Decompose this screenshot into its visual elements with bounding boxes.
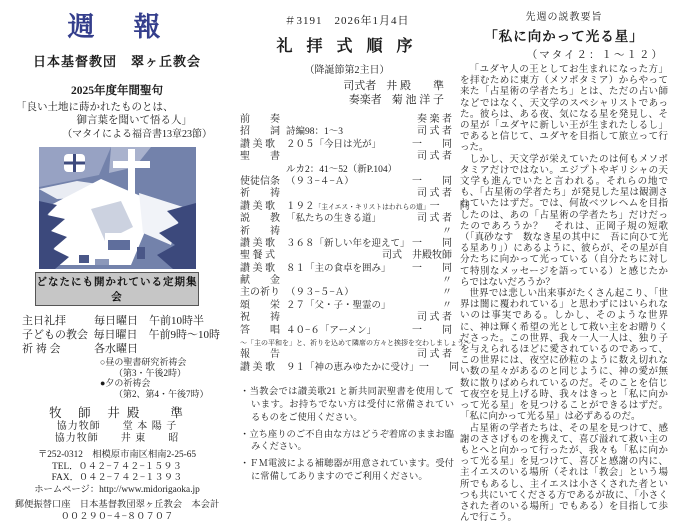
pastor-line [14,406,220,421]
homepage-url: ホームページ：http://www.midorigaoka.jp [14,485,220,497]
right-column [458,0,680,480]
motto-line-2: 御言葉を聞いて悟る人」 [14,114,220,127]
church-artwork-image [39,147,196,269]
schedule-row-sunday-worship [22,314,220,328]
order-row-scripture [240,151,454,163]
worship-order-title: 礼 拝 式 順 序 [240,33,454,56]
order-who: 司 式 者 [417,151,454,163]
order-row-benediction [240,312,454,324]
organist-name: 菊 池 洋 子 [392,94,444,108]
schedule-row-children-church [22,328,220,342]
notice-text: 立ち座りのご不自由な方はどうぞ着席のままお臨みください。 [249,430,454,453]
fax-number: FAX．０４２−７４２−１３９３ [14,473,220,485]
order-detail: ８１「主の食卓を囲み」 [286,263,391,275]
schedule-detail: 各水曜日 [94,342,138,356]
order-detail [286,201,430,214]
order-who: 一 同 [412,176,454,188]
church-name: 日本基督教団 翠ヶ丘教会 [14,51,220,70]
order-who: 司 式 者 [417,188,454,200]
order-row-communion [240,250,454,262]
order-who: 司式 井殿牧師 [382,250,454,262]
visitor-notices [240,386,454,484]
associate-pastor-line [14,421,220,433]
left-column [0,0,230,480]
order-row-offering [240,275,454,287]
order-who: 奏 楽 者 [417,114,454,126]
order-row-prelude [240,114,454,126]
order-detail: （９３−４−Ａ） [286,176,354,188]
masthead-title: 週 報 [14,12,220,42]
pastor-name: 井 殿 準 [107,406,185,420]
order-item: 祝 祷 [240,312,286,324]
regular-meetings-banner: どなたにも開かれている定期集会 [35,272,199,306]
notice-hymnal [240,386,454,424]
sermon-paragraph: 世界では悲しい出来事がたくさん起こり、「世界は闇に覆われている」と思わずにはいられないのは事実である。しかし、そのような世界に、神は輝く希望の光として救い主をお贈りくださった。この世界、我々一人一人は、独り子を与えられるほどに愛されているのであって、この世界には、夜空に砂粒のように数え切れない数の星々があるのと同じように、神の愛が無数に散りばめられているのだ。そのことを信じて夜空を見上げる時、我々はきっと「私に向かって光る星」を見つけることができるはずだ。「私に向かって光る星」は必ずあるのだ。 [460,289,668,423]
annual-motto [14,101,220,141]
order-who: 一 同 [412,325,454,337]
order-item: 讃 美 歌 [240,263,286,275]
order-row-response [240,325,454,337]
order-row-prayer-2 [240,226,454,238]
organist-line [264,94,444,108]
motto-line-1: 「良い土地に蒔かれたものとは、 [14,101,220,114]
order-detail: （９３−５−Ａ） [286,287,354,299]
sermon-title: 「私に向かって光る星」 [460,25,668,45]
center-column [230,0,458,480]
order-detail: ４０−６「アーメン」 [286,325,376,337]
order-who: 司 式 者 [417,126,454,138]
notice-text: ＦＭ電波による補聴器が用意されています。受付に常備してありますのでご利用ください。 [249,459,454,482]
giro-account-line: 郵便振替口座 日本基督教団翠ヶ丘教会 本会計 [14,500,220,512]
associate-pastor-role: 協力牧師 [57,421,101,432]
order-row-prayer [240,188,454,200]
schedule-detail: 毎日曜日 午前9時～10時 [94,328,221,342]
schedule-name: 子どもの教会 [22,328,94,342]
bullet-icon: ・ [240,459,249,469]
order-row-hymn-368 [240,238,454,250]
officiant-line [264,80,444,94]
order-who: 司 式 者 [417,213,454,225]
schedule-name: 祈 祷 会 [22,342,94,356]
order-detail: 「私たちの生きる道」 [286,213,381,225]
order-item: 招 詞 [240,126,286,138]
order-item: 主の祈り [240,287,286,299]
sermon-scripture-ref: （マタイ２：１～１２） [460,47,668,62]
order-row-creed [240,176,454,188]
officiant-label: 司式者 [343,80,376,94]
issue-number-date: ＃3191 2026年1月4日 [240,12,454,28]
contact-block [14,450,220,523]
schedule-name: 主日礼拝 [22,314,94,328]
order-item: 祈 祷 [240,226,286,238]
order-item: 讃 美 歌 [240,201,286,213]
pastors-block [14,406,220,445]
notice-seating [240,429,454,455]
sermon-body [460,65,668,524]
prayer-note-day: ○昼の聖書研究祈祷会 [100,357,220,368]
associate-pastor-role: 協力牧師 [55,433,99,444]
order-item: 説 教 [240,213,286,225]
bullet-icon: ・ [240,387,250,397]
order-who: 〃 [442,275,454,287]
schedule-row-prayer-meeting [22,342,220,356]
order-item: 前 奏 [240,114,286,126]
meeting-schedule [14,314,220,356]
order-item: 答 唱 [240,325,286,337]
liturgical-season: （降誕節第2主日） [240,61,454,76]
order-item: 献 金 [240,275,286,287]
order-detail: ルカ2：41～52（新P.104） [286,164,397,176]
order-row-hymn-81 [240,263,454,275]
order-who: 一 同 [430,201,472,213]
service-leaders [264,80,444,107]
order-item: 使徒信条 [240,176,286,188]
associate-pastor-name: 井 東 昭 [121,433,180,444]
annual-motto-heading: 2025年度年間聖句 [14,82,220,98]
sermon-paragraph: 「ユダヤ人の王としてお生まれになった方」を拝むために東方（メソポタミア）からやって来た「占星術の学者たち」とは、ただの占い師などではなく、天文学のスペシャリストであった。彼らは、ある夜、気になる星を発見し、その星が「ユダヤに新しい王が生まれたしるし」であると信じて、ユダヤを目指して旅立って行った。 [460,65,668,155]
hymn-number: １９２ [286,202,315,212]
order-detail: 詩編98：1～3 [286,126,343,138]
order-detail: ２０５「今日は光が」 [286,139,381,151]
order-row-scripture-passage [240,164,454,176]
order-item: 聖 餐 式 [240,250,286,262]
peace-greeting-note: ～「主の平和を」と、祈りを込めて隣席の方々と挨拶を交わしましょう～ [240,337,454,349]
order-who: 〃 [442,300,454,312]
order-row-hymn-192 [240,201,454,213]
order-detail: ２７「父・子・聖霊の」 [286,300,391,312]
organist-label: 奏楽者 [349,94,382,108]
order-who: 一 同 [412,238,454,250]
prayer-note-day-time: （第3・午後2時） [100,368,220,379]
order-who: 司 式 者 [417,312,454,324]
associate-pastor-line [14,433,220,445]
order-item: 讃 美 歌 [240,139,286,151]
pastor-role: 牧 師 [49,406,93,420]
schedule-detail: 毎日曜日 午前10時半 [94,314,204,328]
order-row-hymn-91 [240,362,454,374]
order-who: 一 同 [419,362,461,374]
order-row-sermon [240,213,454,225]
tel-number: TEL．０４２−７４２−１５９３ [14,462,220,474]
giro-account-number: ００２９０−４−８０７０７ [14,512,220,524]
sermon-paragraph: しかし、天文学が栄えていたのは何もメソポタミアだけではない。エジプトやギリシャの天文学も進んでいたと言われる。それらの地でも、「占星術の学者たち」が発見した星は観測されていたはずだ。では、何故ベツレヘムを目指したのは、あの「占星術の学者たち」だけだったのであろうか？ それは、正岡子規の短歌（「真砂なす 数なき星の其中に 吾に向ひて光る星あり」）にあるように、彼らが、その星が自分たちに向かって光っている（自分たちに対して特別なメッセージを語っている）と感じたからではないだろうか？ [460,155,668,289]
prayer-meeting-notes [14,357,220,399]
worship-order-list [240,114,454,374]
sermon-summary-heading: 先週の説教要旨 [460,8,668,23]
order-item: 讃 美 歌 [240,362,286,374]
order-row-announcements [240,349,454,361]
order-row-hymn-205 [240,139,454,151]
order-who: 一 同 [412,139,454,151]
notice-text: 当教会では讃美歌21 と新共同訳聖書を使用しています。お持ちでない方は受付に常備されているものをご使用ください。 [250,387,454,423]
prayer-note-evening: ●夕の祈祷会 [100,378,220,389]
order-item: 讃 美 歌 [240,238,286,250]
order-item: 頌 栄 [240,300,286,312]
hymn-title: 「主イエス・キリストはわれらの道」 [315,204,430,211]
order-item: 聖 書 [240,151,286,163]
order-item: 報 告 [240,349,286,361]
order-row-doxology [240,300,454,312]
order-row-lords-prayer [240,287,454,299]
order-item: 祈 祷 [240,188,286,200]
order-who: 一 同 [412,263,454,275]
order-detail: ９１「神の恵みゆたかに受け」 [286,362,419,374]
postal-address: 〒252-0312 相模原市南区相南2-25-65 [14,450,220,462]
order-who: 〃 [442,226,454,238]
order-detail: ３６８「新しい年を迎えて」 [286,238,410,250]
sermon-paragraph: 占星術の学者たちは、その星を見つけて、感謝のささげものを携えて、喜び溢れて救い主のもとへと向かって行ったが、我々も「私に向かって光る星」を見つけて、喜びと感謝の内に、主イエスのいる場所（それは「教会」という場所でもあるし、主イエスは小さくされた者といつも共にいてくださる方であるが故に、「小さくされた者のいる場所」でもある）を目指して歩んで行こう。 [460,424,668,524]
officiant-name: 井 殿 準 [386,80,444,94]
order-row-call [240,126,454,138]
motto-scripture-ref: （マタイによる福音書13章23節） [14,128,220,141]
prayer-note-evening-time: （第2、第4・午後7時） [100,389,220,400]
order-who: 〃 [442,287,454,299]
associate-pastor-name: 堂 本 陽 子 [123,421,178,432]
bullet-icon: ・ [240,430,249,440]
cross-icon [128,149,135,205]
order-who: 司 式 者 [417,349,454,361]
